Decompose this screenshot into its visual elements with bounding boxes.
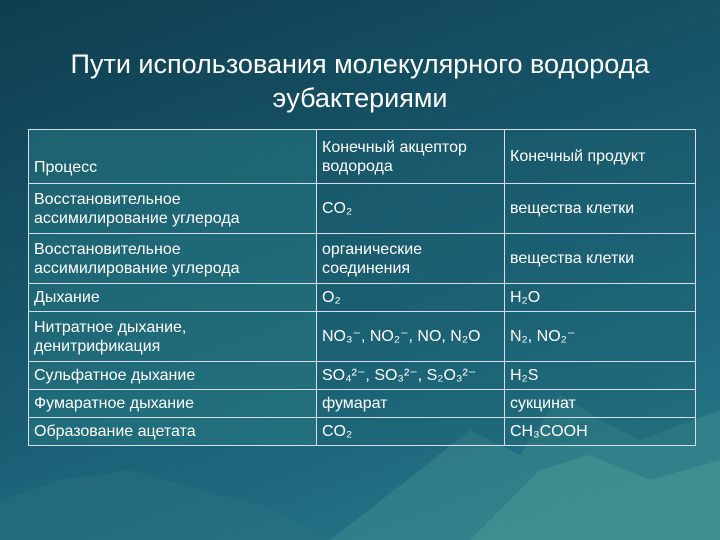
title-line-1: Пути использования молекулярного водорода bbox=[70, 49, 650, 79]
cell-process: Фумаратное дыхание bbox=[29, 390, 317, 418]
header-process: Процесс bbox=[29, 130, 317, 184]
cell-acceptor: SO₄²⁻, SO₃²⁻, S₂O₃²⁻ bbox=[317, 362, 505, 390]
cell-product: сукцинат bbox=[505, 390, 696, 418]
table-row bbox=[29, 418, 696, 446]
header-product: Конечный продукт bbox=[505, 130, 696, 184]
cell-process: Нитратное дыхание, денитрификация bbox=[29, 312, 317, 362]
hydrogen-pathways-table bbox=[28, 129, 696, 446]
cell-process: Сульфатное дыхание bbox=[29, 362, 317, 390]
cell-process: Дыхание bbox=[29, 284, 317, 312]
cell-product: N₂, NO₂⁻ bbox=[505, 312, 696, 362]
header-acceptor: Конечный акцептор водорода bbox=[317, 130, 505, 184]
cell-product: H₂O bbox=[505, 284, 696, 312]
cell-acceptor: CO₂ bbox=[317, 418, 505, 446]
cell-product: CH₃COOH bbox=[505, 418, 696, 446]
cell-process: Восстановительное ассимилирование углерода bbox=[29, 184, 317, 234]
cell-acceptor: CO₂ bbox=[317, 184, 505, 234]
cell-product: вещества клетки bbox=[505, 234, 696, 284]
cell-acceptor: NO₃⁻, NO₂⁻, NO, N₂O bbox=[317, 312, 505, 362]
cell-process: Восстановительное ассимилирование углерода bbox=[29, 234, 317, 284]
cell-product: H₂S bbox=[505, 362, 696, 390]
table-row bbox=[29, 184, 696, 234]
cell-acceptor: O₂ bbox=[317, 284, 505, 312]
table-row bbox=[29, 234, 696, 284]
slide-title bbox=[0, 47, 720, 115]
cell-acceptor: фумарат bbox=[317, 390, 505, 418]
cell-product: вещества клетки bbox=[505, 184, 696, 234]
cell-acceptor: органические соединения bbox=[317, 234, 505, 284]
cell-process: Образование ацетата bbox=[29, 418, 317, 446]
table-row bbox=[29, 362, 696, 390]
table-header-row bbox=[29, 130, 696, 184]
title-line-2: эубактериями bbox=[272, 83, 448, 113]
table-row bbox=[29, 284, 696, 312]
table-row bbox=[29, 312, 696, 362]
table-row bbox=[29, 390, 696, 418]
